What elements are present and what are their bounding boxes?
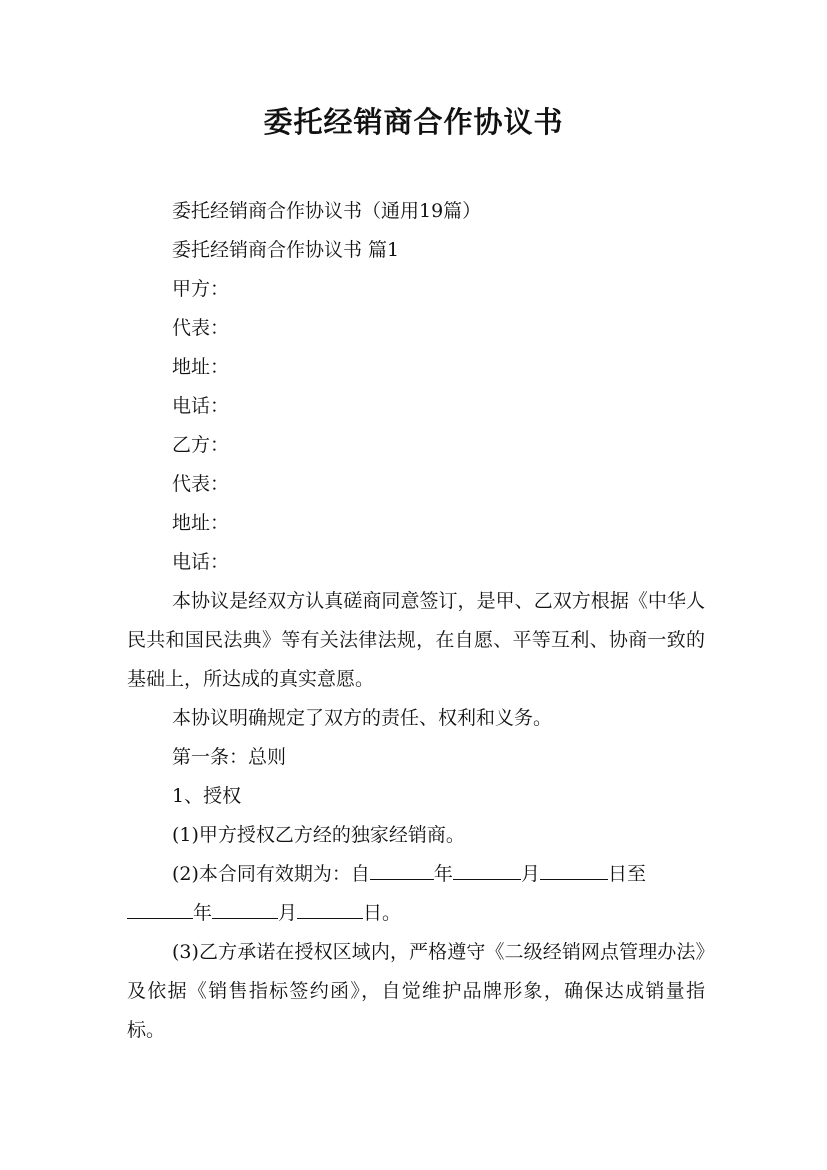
clause-1-2-line-2 (127, 894, 705, 933)
clause-1-2-prefix: (2)本合同有效期为：自 (172, 863, 370, 885)
intro-paragraph: 本协议是经双方认真磋商同意签订，是甲、乙双方根据《中华人民共和国民法典》等有关法律法规，在自愿、平等互利、协商一致的基础上，所达成的真实意愿。 (127, 590, 705, 690)
start-month-unit: 月 (520, 863, 540, 885)
start-year-unit: 年 (433, 863, 453, 885)
party-b-rep-label: 代表： (172, 473, 230, 495)
clause-1-3: (3)乙方承诺在授权区域内，严格遵守《二级经销网点管理办法》及依据《销售指标签约函》，自觉维护品牌形象，确保达成销量指标。 (127, 941, 705, 1041)
start-month-blank (453, 857, 521, 880)
end-day-unit: 日。 (363, 902, 402, 924)
party-a-address-label: 地址： (172, 356, 230, 378)
party-b-label: 乙方： (172, 434, 230, 456)
start-day-blank (540, 857, 608, 880)
start-year-blank (370, 857, 434, 880)
party-a-label: 甲方： (172, 278, 230, 300)
party-a-phone-label: 电话： (172, 395, 230, 417)
end-month-blank (212, 896, 278, 919)
document-body (127, 192, 705, 1050)
section-heading: 委托经销商合作协议书 篇1 (172, 239, 400, 261)
clause-1-2-line-1 (127, 855, 705, 894)
end-month-unit: 月 (278, 902, 298, 924)
clause-1-1: (1)甲方授权乙方经的独家经销商。 (172, 824, 465, 846)
end-year-unit: 年 (193, 902, 213, 924)
subtitle: 委托经销商合作协议书（通用19篇） (172, 200, 482, 222)
start-day-unit: 日至 (607, 863, 646, 885)
end-day-blank (297, 896, 363, 919)
party-b-address-label: 地址： (172, 512, 230, 534)
end-year-blank (127, 896, 193, 919)
article-one-heading: 第一条：总则 (172, 746, 287, 768)
party-a-rep-label: 代表： (172, 317, 230, 339)
party-b-phone-label: 电话： (172, 551, 230, 573)
clause-1-heading: 1、授权 (172, 785, 242, 807)
scope-paragraph: 本协议明确规定了双方的责任、权利和义务。 (172, 707, 553, 729)
document-title: 委托经销商合作协议书 (263, 105, 564, 139)
